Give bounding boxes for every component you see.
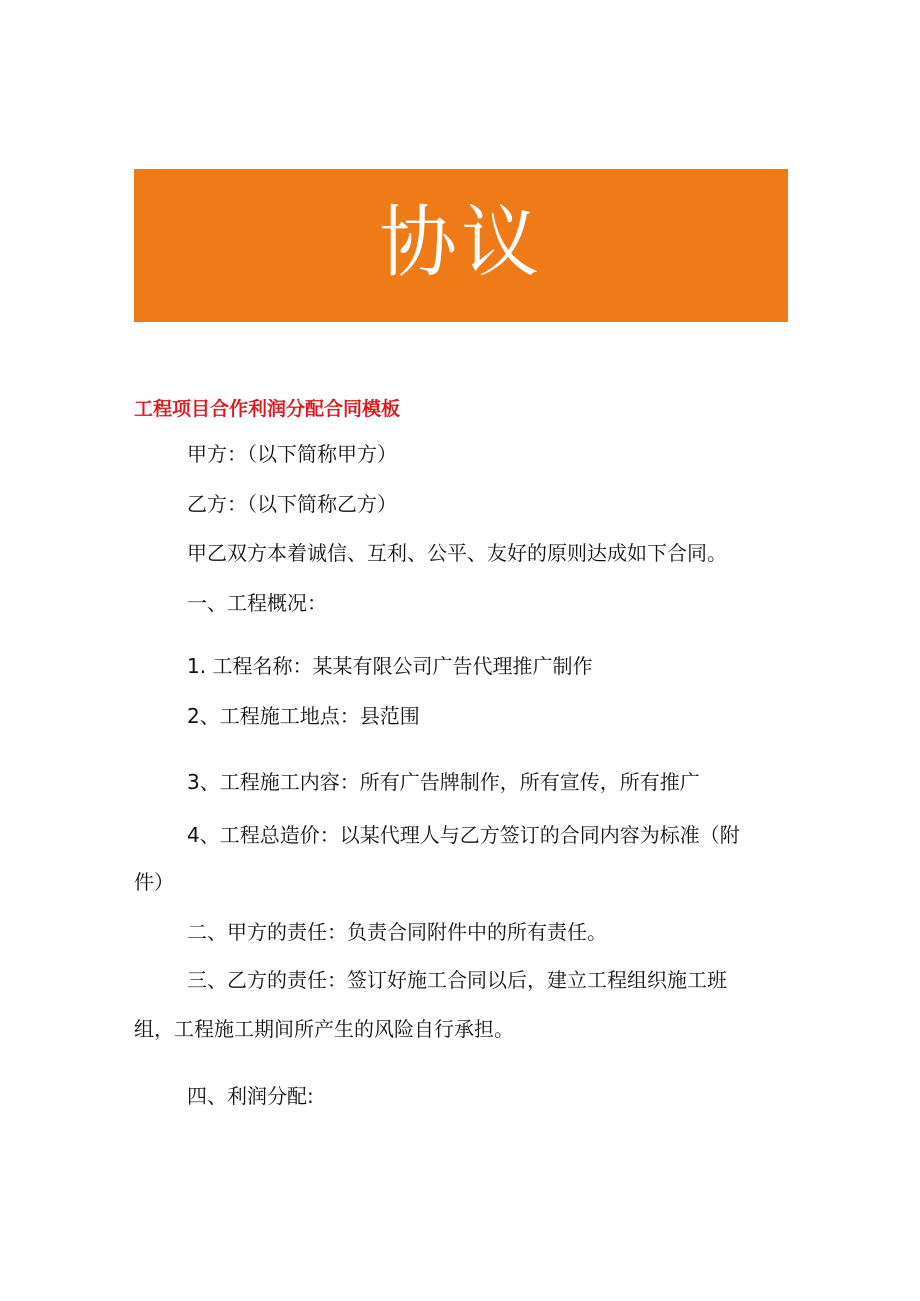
party-b-responsibility-continued: 组，工程施工期间所产生的风险自行承担。 [134, 1017, 514, 1041]
project-name-item: 1. 工程名称：某某有限公司广告代理推广制作 [187, 654, 593, 678]
party-b-responsibility: 三、乙方的责任：签订好施工合同以后，建立工程组织施工班 [187, 968, 727, 992]
agreement-intro: 甲乙双方本着诚信、互利、公平、友好的原则达成如下合同。 [187, 541, 727, 565]
title-banner [134, 169, 788, 322]
party-b-line: 乙方：（以下简称乙方） [187, 492, 397, 516]
project-cost-item-continued: 件） [134, 870, 174, 894]
project-location-item: 2、工程施工地点：县范围 [187, 704, 420, 728]
banner-title: 协议 [378, 197, 543, 288]
project-content-item: 3、工程施工内容：所有广告牌制作，所有宣传，所有推广 [187, 770, 700, 794]
party-a-line: 甲方：（以下简称甲方） [187, 442, 397, 466]
section-1-title: 一、工程概况： [187, 591, 327, 615]
project-cost-item: 4、工程总造价：以某代理人与乙方签订的合同内容为标准（附 [187, 823, 740, 847]
section-4-title: 四、利润分配: [187, 1084, 314, 1108]
party-a-responsibility: 二、甲方的责任：负责合同附件中的所有责任。 [187, 920, 607, 944]
document-heading: 工程项目合作利润分配合同模板 [134, 398, 401, 420]
